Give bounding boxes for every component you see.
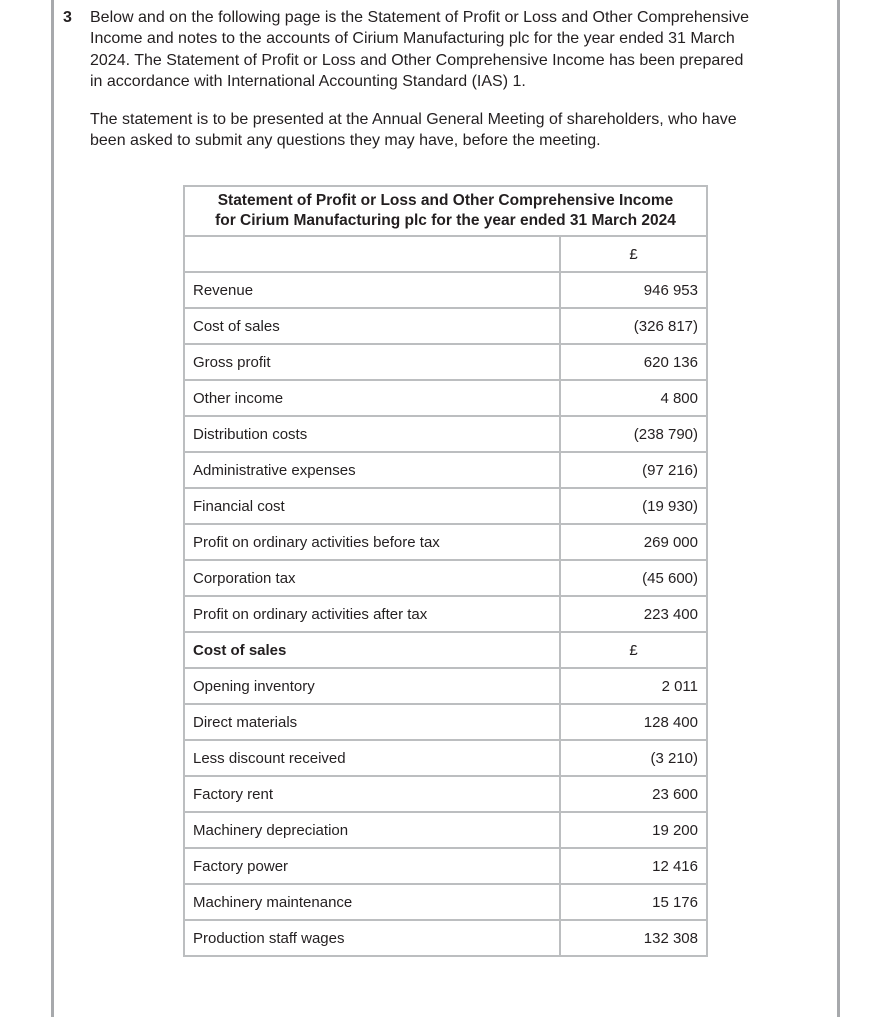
currency-header-row [184, 236, 707, 272]
table-title [184, 186, 707, 236]
row-label: Factory power [184, 848, 560, 884]
title-line-1: Statement of Profit or Loss and Other Comprehensive Income [217, 192, 674, 209]
table-row [184, 488, 707, 524]
row-value: (97 216) [560, 452, 707, 488]
table-row [184, 848, 707, 884]
row-label: Cost of sales [184, 308, 560, 344]
row-label: Profit on ordinary activities after tax [184, 596, 560, 632]
row-label: Factory rent [184, 776, 560, 812]
row-value: (3 210) [560, 740, 707, 776]
row-label: Less discount received [184, 740, 560, 776]
page-margin-rule-left [51, 0, 54, 1017]
table-row [184, 740, 707, 776]
row-label: Distribution costs [184, 416, 560, 452]
table-row [184, 308, 707, 344]
empty-header-cell [184, 236, 560, 272]
row-value: (326 817) [560, 308, 707, 344]
row-label: Administrative expenses [184, 452, 560, 488]
table-row [184, 524, 707, 560]
table-row [184, 380, 707, 416]
row-label: Financial cost [184, 488, 560, 524]
row-label: Direct materials [184, 704, 560, 740]
row-label: Gross profit [184, 344, 560, 380]
row-value: (238 790) [560, 416, 707, 452]
table-row [184, 920, 707, 956]
intro-paragraph: The statement is to be presented at the Annual General Meeting of shareholders, who have been asked to submit any questions they may have, before the meeting. [90, 111, 737, 150]
row-value: 269 000 [560, 524, 707, 560]
intro-paragraph: Below and on the following page is the Statement of Profit or Loss and Other Comprehensive Income and notes to the accounts of Cirium Manufacturing plc for the year ended 31 March 2024. The Statement of Profit or Loss and Other Comprehensive Income has been prepared in accordance with International Accounting Standard (IAS) 1. [90, 9, 750, 90]
row-label: Corporation tax [184, 560, 560, 596]
question-text [90, 7, 750, 169]
page-margin-rule-right [837, 0, 840, 1017]
table-row [184, 560, 707, 596]
row-value: (45 600) [560, 560, 707, 596]
row-label: Opening inventory [184, 668, 560, 704]
row-label: Revenue [184, 272, 560, 308]
table-row [184, 344, 707, 380]
table-row [184, 668, 707, 704]
question-number: 3 [63, 9, 72, 26]
row-label: Other income [184, 380, 560, 416]
row-value: 620 136 [560, 344, 707, 380]
row-value: 132 308 [560, 920, 707, 956]
currency-header: £ [560, 236, 707, 272]
table-title-row [184, 186, 707, 236]
title-line-2: for Cirium Manufacturing plc for the year ended 31 March 2024 [215, 212, 676, 229]
row-value: £ [560, 632, 707, 668]
table-row [184, 596, 707, 632]
row-label: Profit on ordinary activities before tax [184, 524, 560, 560]
row-value: 946 953 [560, 272, 707, 308]
row-value: 15 176 [560, 884, 707, 920]
row-value: 223 400 [560, 596, 707, 632]
table-row [184, 416, 707, 452]
cost-of-sales-heading-row [184, 632, 707, 668]
table-row [184, 884, 707, 920]
row-label: Cost of sales [184, 632, 560, 668]
table-row [184, 704, 707, 740]
table-row [184, 812, 707, 848]
profit-loss-statement-table [183, 185, 708, 957]
row-value: 128 400 [560, 704, 707, 740]
row-value: 2 011 [560, 668, 707, 704]
table-row [184, 272, 707, 308]
row-value: (19 930) [560, 488, 707, 524]
table-row [184, 452, 707, 488]
row-label: Machinery depreciation [184, 812, 560, 848]
row-value: 12 416 [560, 848, 707, 884]
row-value: 4 800 [560, 380, 707, 416]
row-label: Machinery maintenance [184, 884, 560, 920]
table-row [184, 776, 707, 812]
row-label: Production staff wages [184, 920, 560, 956]
row-value: 19 200 [560, 812, 707, 848]
row-value: 23 600 [560, 776, 707, 812]
